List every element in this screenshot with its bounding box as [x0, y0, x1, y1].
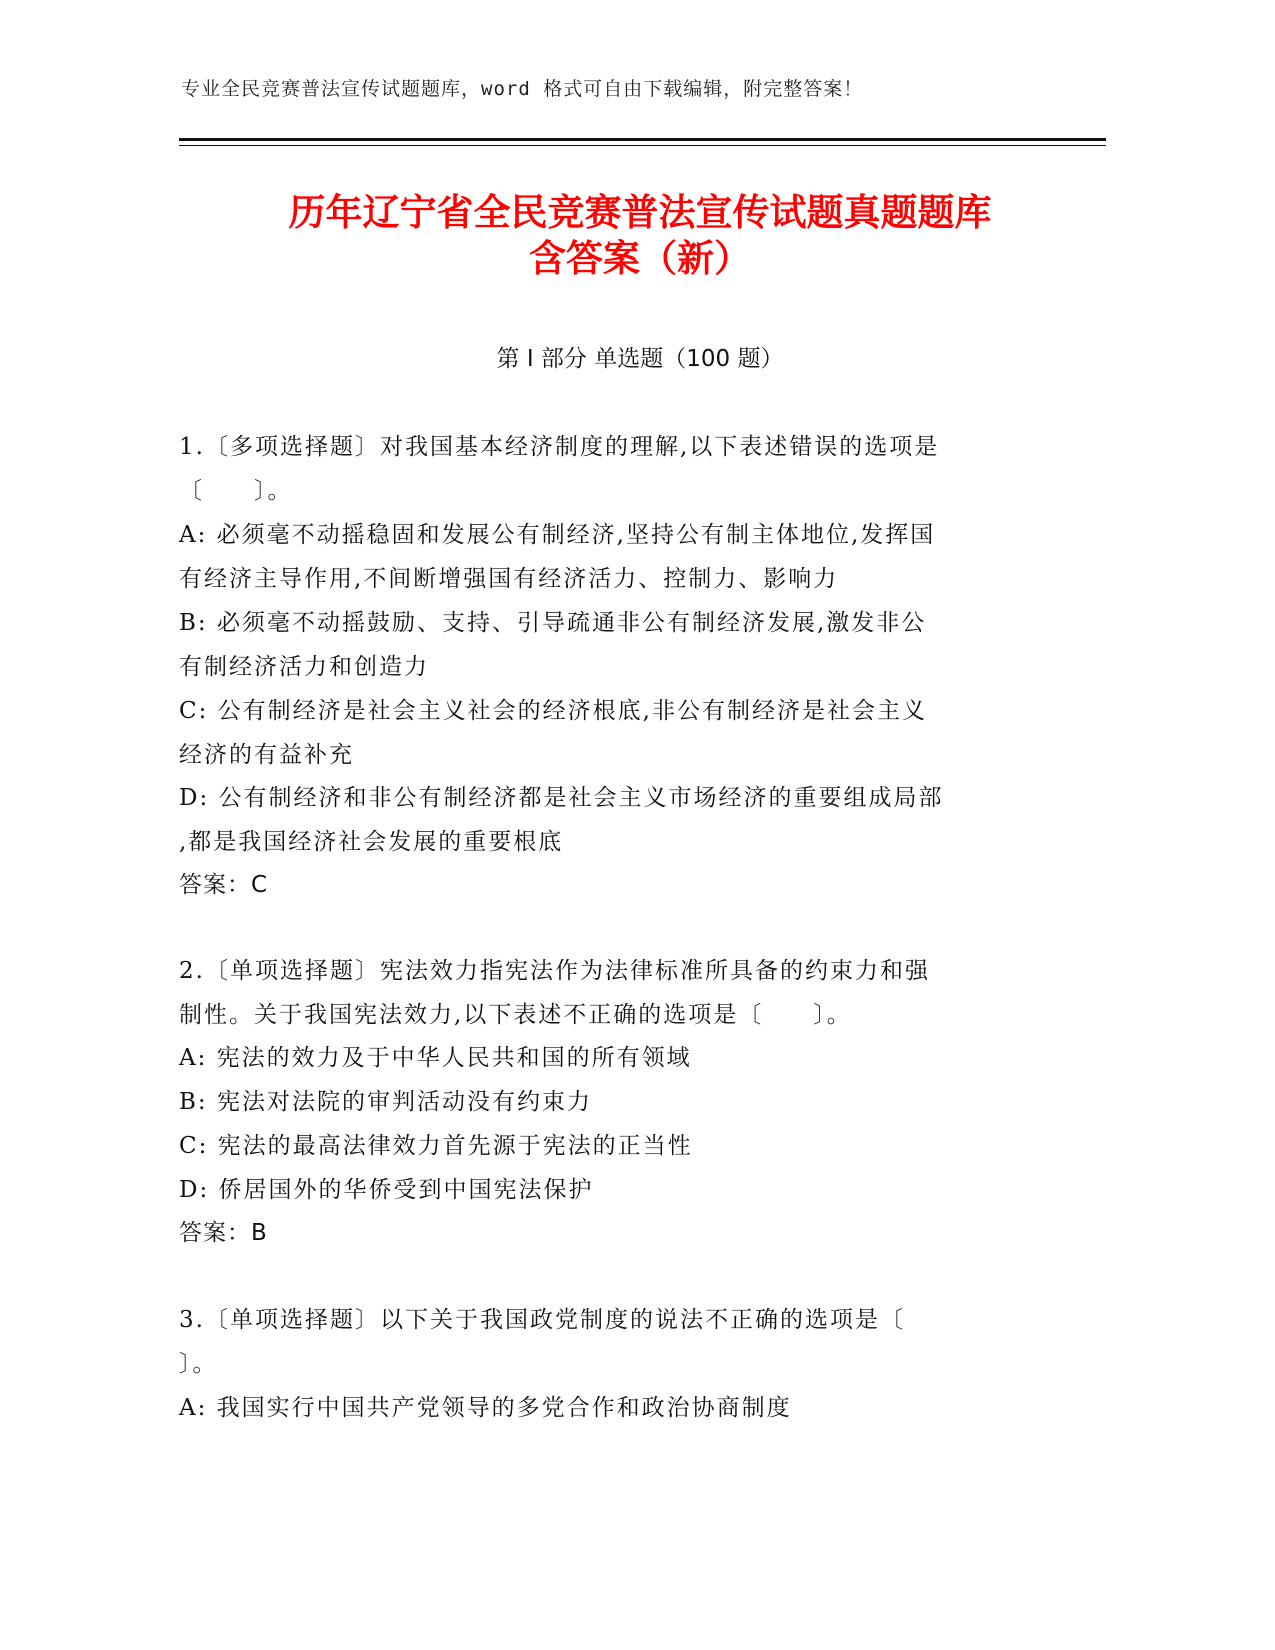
question-2-answer: 答案：B	[179, 1220, 268, 1246]
question-2-option-line: A: 宪法的效力及于中华人民共和国的所有领域	[179, 1045, 692, 1071]
question-1-stem-line-2: 〔 〕。	[179, 478, 293, 504]
question-2-option-line: D: 侨居国外的华侨受到中国宪法保护	[179, 1177, 594, 1203]
question-3-stem-line-1: 3.〔单项选择题〕以下关于我国政党制度的说法不正确的选项是〔	[179, 1307, 905, 1333]
question-2-option-line: B: 宪法对法院的审判活动没有约束力	[179, 1089, 592, 1115]
question-1-stem-line-1: 1.〔多项选择题〕对我国基本经济制度的理解,以下表述错误的选项是	[179, 434, 940, 460]
header-divider-thick	[179, 138, 1106, 141]
question-1-option-line: 有经济主导作用,不间断增强国有经济活力、控制力、影响力	[179, 566, 839, 592]
question-1-option-line: C: 公有制经济是社会主义社会的经济根底,非公有制经济是社会主义	[179, 698, 927, 724]
header-note: 专业全民竞赛普法宣传试题题库，word 格式可自由下载编辑，附完整答案！	[181, 78, 864, 100]
header-divider-thin	[179, 145, 1106, 146]
question-1-option-line: A: 必须毫不动摇稳固和发展公有制经济,坚持公有制主体地位,发挥国	[179, 522, 936, 548]
question-1-option-line: ,都是我国经济社会发展的重要根底	[179, 829, 564, 855]
question-1-answer: 答案：C	[179, 872, 269, 898]
question-1-option-line: B: 必须毫不动摇鼓励、支持、引导疏通非公有制经济发展,激发非公	[179, 610, 927, 636]
document-title-line-2: 含答案（新）	[529, 237, 751, 280]
question-1-option-line: 有制经济活力和创造力	[179, 654, 429, 680]
question-2-option-line: C: 宪法的最高法律效力首先源于宪法的正当性	[179, 1133, 693, 1159]
question-3-option-line: A: 我国实行中国共产党领导的多党合作和政治协商制度	[179, 1395, 792, 1421]
question-1-option-line: D: 公有制经济和非公有制经济都是社会主义市场经济的重要组成局部	[179, 785, 944, 811]
document-title	[140, 190, 1140, 282]
question-2-stem-line-1: 2.〔单项选择题〕宪法效力指宪法作为法律标准所具备的约束力和强	[179, 958, 930, 984]
document-title-line-1: 历年辽宁省全民竞赛普法宣传试题真题题库	[288, 191, 992, 234]
section-title: 第 I 部分 单选题（100 题）	[496, 346, 784, 372]
question-1-option-line: 经济的有益补充	[179, 742, 354, 768]
question-3-stem-line-2: 〕。	[179, 1351, 218, 1377]
question-2-stem-line-2: 制性。关于我国宪法效力,以下表述不正确的选项是〔 〕。	[179, 1002, 852, 1028]
